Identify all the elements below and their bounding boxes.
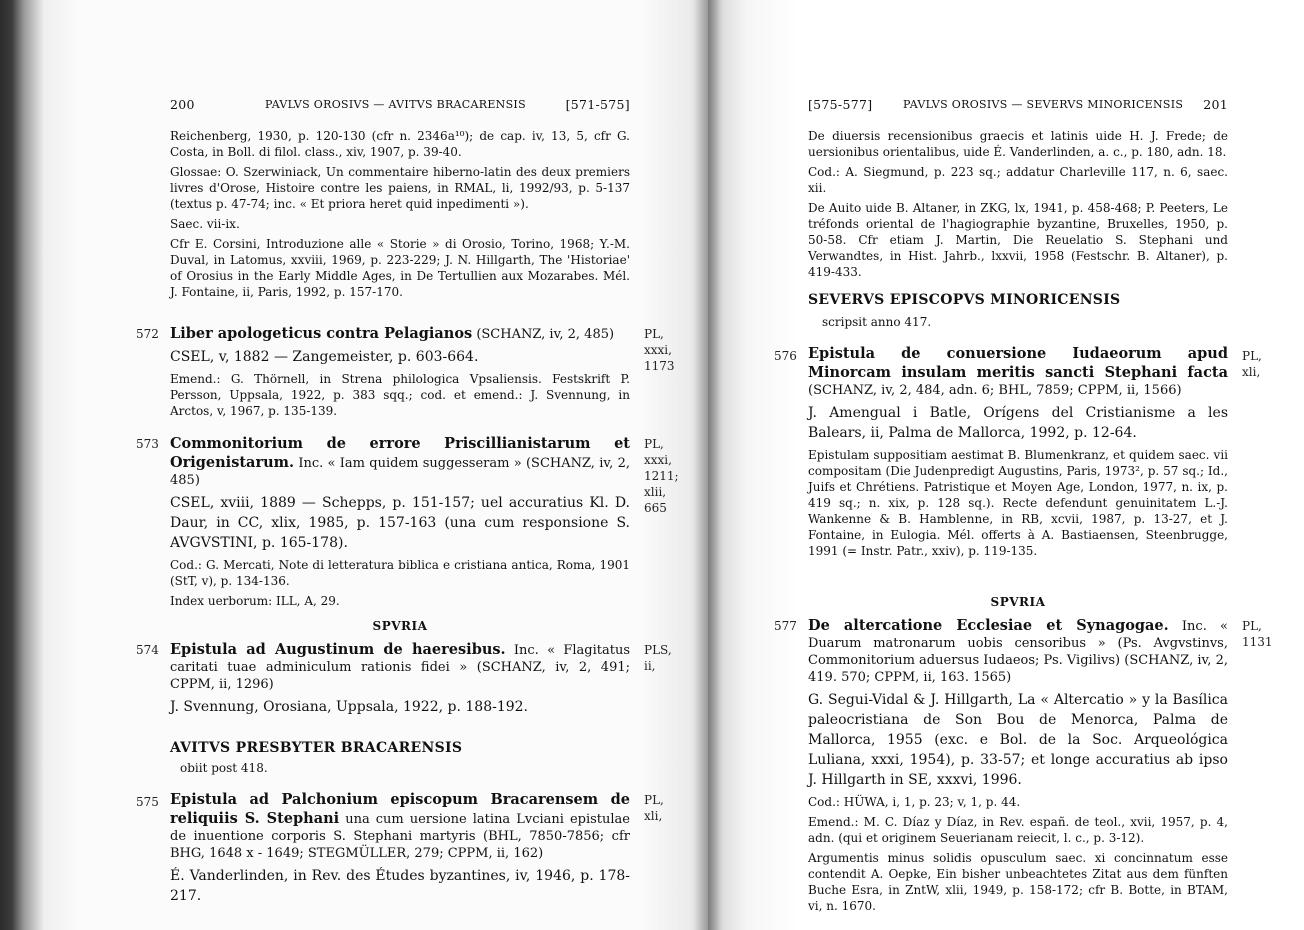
side-reference: PL, xxxi, 1173 <box>644 327 675 373</box>
entry-title-rest: una cum uersione latina Lvciani epistulae de inuentione corporis S. Stephani martyris (BHL, 7850-7856; cfr BHG, 1648 x - 1649; STEGMÜLLER, 279; CPPM, ii, 162) <box>170 812 630 861</box>
side-reference: PL, xli, <box>644 793 664 823</box>
section-subheading: obiit post 418. <box>180 761 268 775</box>
section-heading: AVITVS PRESBYTER BRACARENSIS <box>170 740 463 756</box>
side-reference: PL, 1131 <box>1242 619 1273 649</box>
entry-576 <box>774 344 1262 563</box>
intro-line: Saec. vii-ix. <box>170 217 240 231</box>
entry-574 <box>136 640 672 721</box>
edition-line: É. Vanderlinden, in Rev. des Études byzantines, iv, 1946, p. 178-217. <box>170 868 630 904</box>
entry-title-rest: Inc. « Duarum matronarum uobis censoribus » (Ps. Avgvstinvs, Commonitorium aduersus Iudaeos; Ps. Vigilivs) (SCHANZ, iv, 2, 419. 570; CPPM, ii, 163. 1565) <box>808 619 1228 685</box>
entry-number: 577 <box>774 619 797 633</box>
edition-line: G. Segui-Vidal & J. Hillgarth, La « Altercatio » y la Basílica paleocristiana de Son Bou de Menorca, Palma de Mallorca, 1955 (exc. e Bol. de la Soc. Arqueológica Luliana, xxxi, 1954), p. 33-57; et longe accuratius ab ipso J. Hillgarth in SE, xxxvi, 1996. <box>808 692 1228 788</box>
entry-title: Epistula ad Palchonium episcopum Bracarensem de reliquiis S. Stephani <box>170 791 630 827</box>
entry-title: Liber apologeticus contra Pelagianos <box>170 325 473 342</box>
entry-title-rest: (SCHANZ, iv, 2, 485) <box>476 327 615 342</box>
intro-line: Cod.: A. Siegmund, p. 223 sq.; addatur Charleville 117, n. 6, saec. xii. <box>808 165 1228 195</box>
page-number: 201 <box>1203 97 1228 112</box>
entry-number: 572 <box>136 327 159 341</box>
note-line: Emend.: G. Thörnell, in Strena philologica Vpsaliensis. Festskrift P. Persson, Uppsala, 1922, p. 383 sqq.; cod. et emend.: J. Svennung, in Arctos, v, 1967, p. 135-139. <box>170 372 630 418</box>
entry-number: 575 <box>136 795 159 809</box>
entry-577 <box>774 616 1273 918</box>
entry-title: Epistula de conuersione Iudaeorum apud Minorcam insulam meritis sancti Stephani facta <box>808 345 1228 381</box>
side-reference: PL, xxxi, 1211; xlii, 665 <box>644 437 679 515</box>
entry-title: Commonitorium de errore Priscillianistarum et Origenistarum. <box>170 435 630 471</box>
book-gutter <box>694 0 724 930</box>
intro-line: De diuersis recensionibus graecis et latinis uide H. J. Frede; de uersionibus orientalibus, uide É. Vanderlinden, a. c., p. 180, adn. 18. <box>808 129 1228 159</box>
spvria-label: SPVRIA <box>990 595 1046 609</box>
entry-title: Epistula ad Augustinum de haeresibus. <box>170 641 506 658</box>
entry-title-rest: (SCHANZ, iv, 2, 484, adn. 6; BHL, 7859; CPPM, ii, 1566) <box>808 383 1182 398</box>
note-line: Cod.: HÜWA, i, 1, p. 23; v, 1, p. 44. <box>808 795 1021 809</box>
running-title: PAVLVS OROSIVS — AVITVS BRACARENSIS <box>265 98 526 111</box>
note-line: Argumentis minus solidis opusculum saec. xi concinnatum esse contendit A. Oepke, Ein bisher unbeachtetes Zitat aus dem fünften Buche Esra, in ZntW, xlii, 1949, p. 158-172; cfr B. Botte, in BTAM, vi, n. 1670. <box>808 851 1228 913</box>
section-heading: SEVERVS EPISCOPVS MINORICENSIS <box>808 292 1121 308</box>
intro-line: Cfr E. Corsini, Introduzione alle « Storie » di Orosio, Torino, 1968; Y.-M. Duval, in Latomus, xxviii, 1969, p. 223-229; J. N. Hillgarth, The 'Historiae' of Orosius in the Early Middle Ages, in De Tertullien aux Mozarabes. Mél. J. Fontaine, ii, Paris, 1992, p. 157-170. <box>170 237 630 299</box>
edition-line: CSEL, v, 1882 — Zangemeister, p. 603-664. <box>170 349 479 365</box>
section-subheading: scripsit anno 417. <box>822 315 932 329</box>
note-line: Emend.: M. C. Díaz y Díaz, in Rev. españ. de teol., xvii, 1957, p. 4, adn. (qui et originem Seuerianam reiecit, l. c., p. 3-12). <box>808 815 1228 845</box>
entry-title: De altercatione Ecclesiae et Synagogae. <box>808 617 1169 634</box>
intro-block <box>170 128 630 304</box>
running-title: PAVLVS OROSIVS — SEVERVS MINORICENSIS <box>903 98 1184 111</box>
entry-number: 574 <box>136 643 159 657</box>
side-reference: PL, xli, <box>1242 349 1262 379</box>
note-line: Cod.: G. Mercati, Note di letteratura biblica e cristiana antica, Roma, 1901 (StT, v), p. 134-136. <box>170 558 630 588</box>
side-reference: PLS, ii, <box>644 643 672 673</box>
entry-range: [571-575] <box>565 97 630 112</box>
edition-line: CSEL, xviii, 1889 — Schepps, p. 151-157; uel accuratius Kl. D. Daur, in CC, xlix, 1985, p. 157-163 (una cum responsione S. AVGVSTINI, p. 165-178). <box>170 495 630 551</box>
entry-572 <box>136 324 675 423</box>
spvria-label: SPVRIA <box>372 619 428 633</box>
page-number: 200 <box>170 97 195 112</box>
edition-line: J. Amengual i Batle, Orígens del Cristianisme a les Balears, ii, Palma de Mallorca, 1992, p. 12-64. <box>808 405 1228 441</box>
intro-line: De Auito uide B. Altaner, in ZKG, lx, 1941, p. 458-468; P. Peeters, Le tréfonds oriental de l'hagiographie byzantine, Bruxelles, 1950, p. 50-58. Cfr etiam J. Martin, Die Reuelatio S. Stephani und Verwandtes, in Hist. Jahrb., lxxvii, 1958 (Festschr. B. Altaner), p. 419-433. <box>808 201 1228 279</box>
entry-number: 573 <box>136 437 159 451</box>
intro-block <box>808 128 1228 284</box>
entry-number: 576 <box>774 349 797 363</box>
right-page <box>708 0 1304 930</box>
note-line: Index uerborum: ILL, A, 29. <box>170 594 340 608</box>
entry-range: [575-577] <box>808 97 873 112</box>
edition-line: J. Svennung, Orosiana, Uppsala, 1922, p. 188-192. <box>170 699 529 715</box>
entry-573 <box>136 434 679 613</box>
intro-line: Reichenberg, 1930, p. 120-130 (cfr n. 2346a¹⁰); de cap. iv, 13, 5, cfr G. Costa, in Boll. di filol. class., xiv, 1907, p. 39-40. <box>170 129 630 159</box>
intro-line: Glossae: O. Szerwiniack, Un commentaire hiberno-latin des deux premiers livres d'Orose, Histoire contre les paiens, in RMAL, li, 1992/93, p. 5-137 (textus p. 47-74; inc. « Et priora heret quid inpedimenti »). <box>170 165 630 211</box>
entry-title-rest: Inc. « Flagitatus caritati tuae adminiculum rationis fidei » (SCHANZ, iv, 2, 491; CPPM, ii, 1296) <box>170 643 630 692</box>
note-line: Epistulam suppositiam aestimat B. Blumenkranz, et quidem saec. vii compositam (Die Judenpredigt Augustins, Paris, 1973², p. 57 sq.; Id., Juifs et Chrétiens. Patristique et Moyen Age, London, 1977, n. ix, p. 419 sq.; n. xix, p. 128 sq.). Recte defendunt genuinitatem L.-J. Wankenne & B. Hamblenne, in RB, xcvii, 1987, p. 13-27, et J. Fontaine, in Eulogia. Mél. offerts à A. Bastiaensen, Steenbrugge, 1991 (= Instr. Patr., xxiv), p. 119-135. <box>808 448 1228 558</box>
entry-575 <box>136 790 664 910</box>
entry-title-rest: Inc. « Iam quidem suggesseram » (SCHANZ, iv, 2, 485) <box>170 456 630 488</box>
